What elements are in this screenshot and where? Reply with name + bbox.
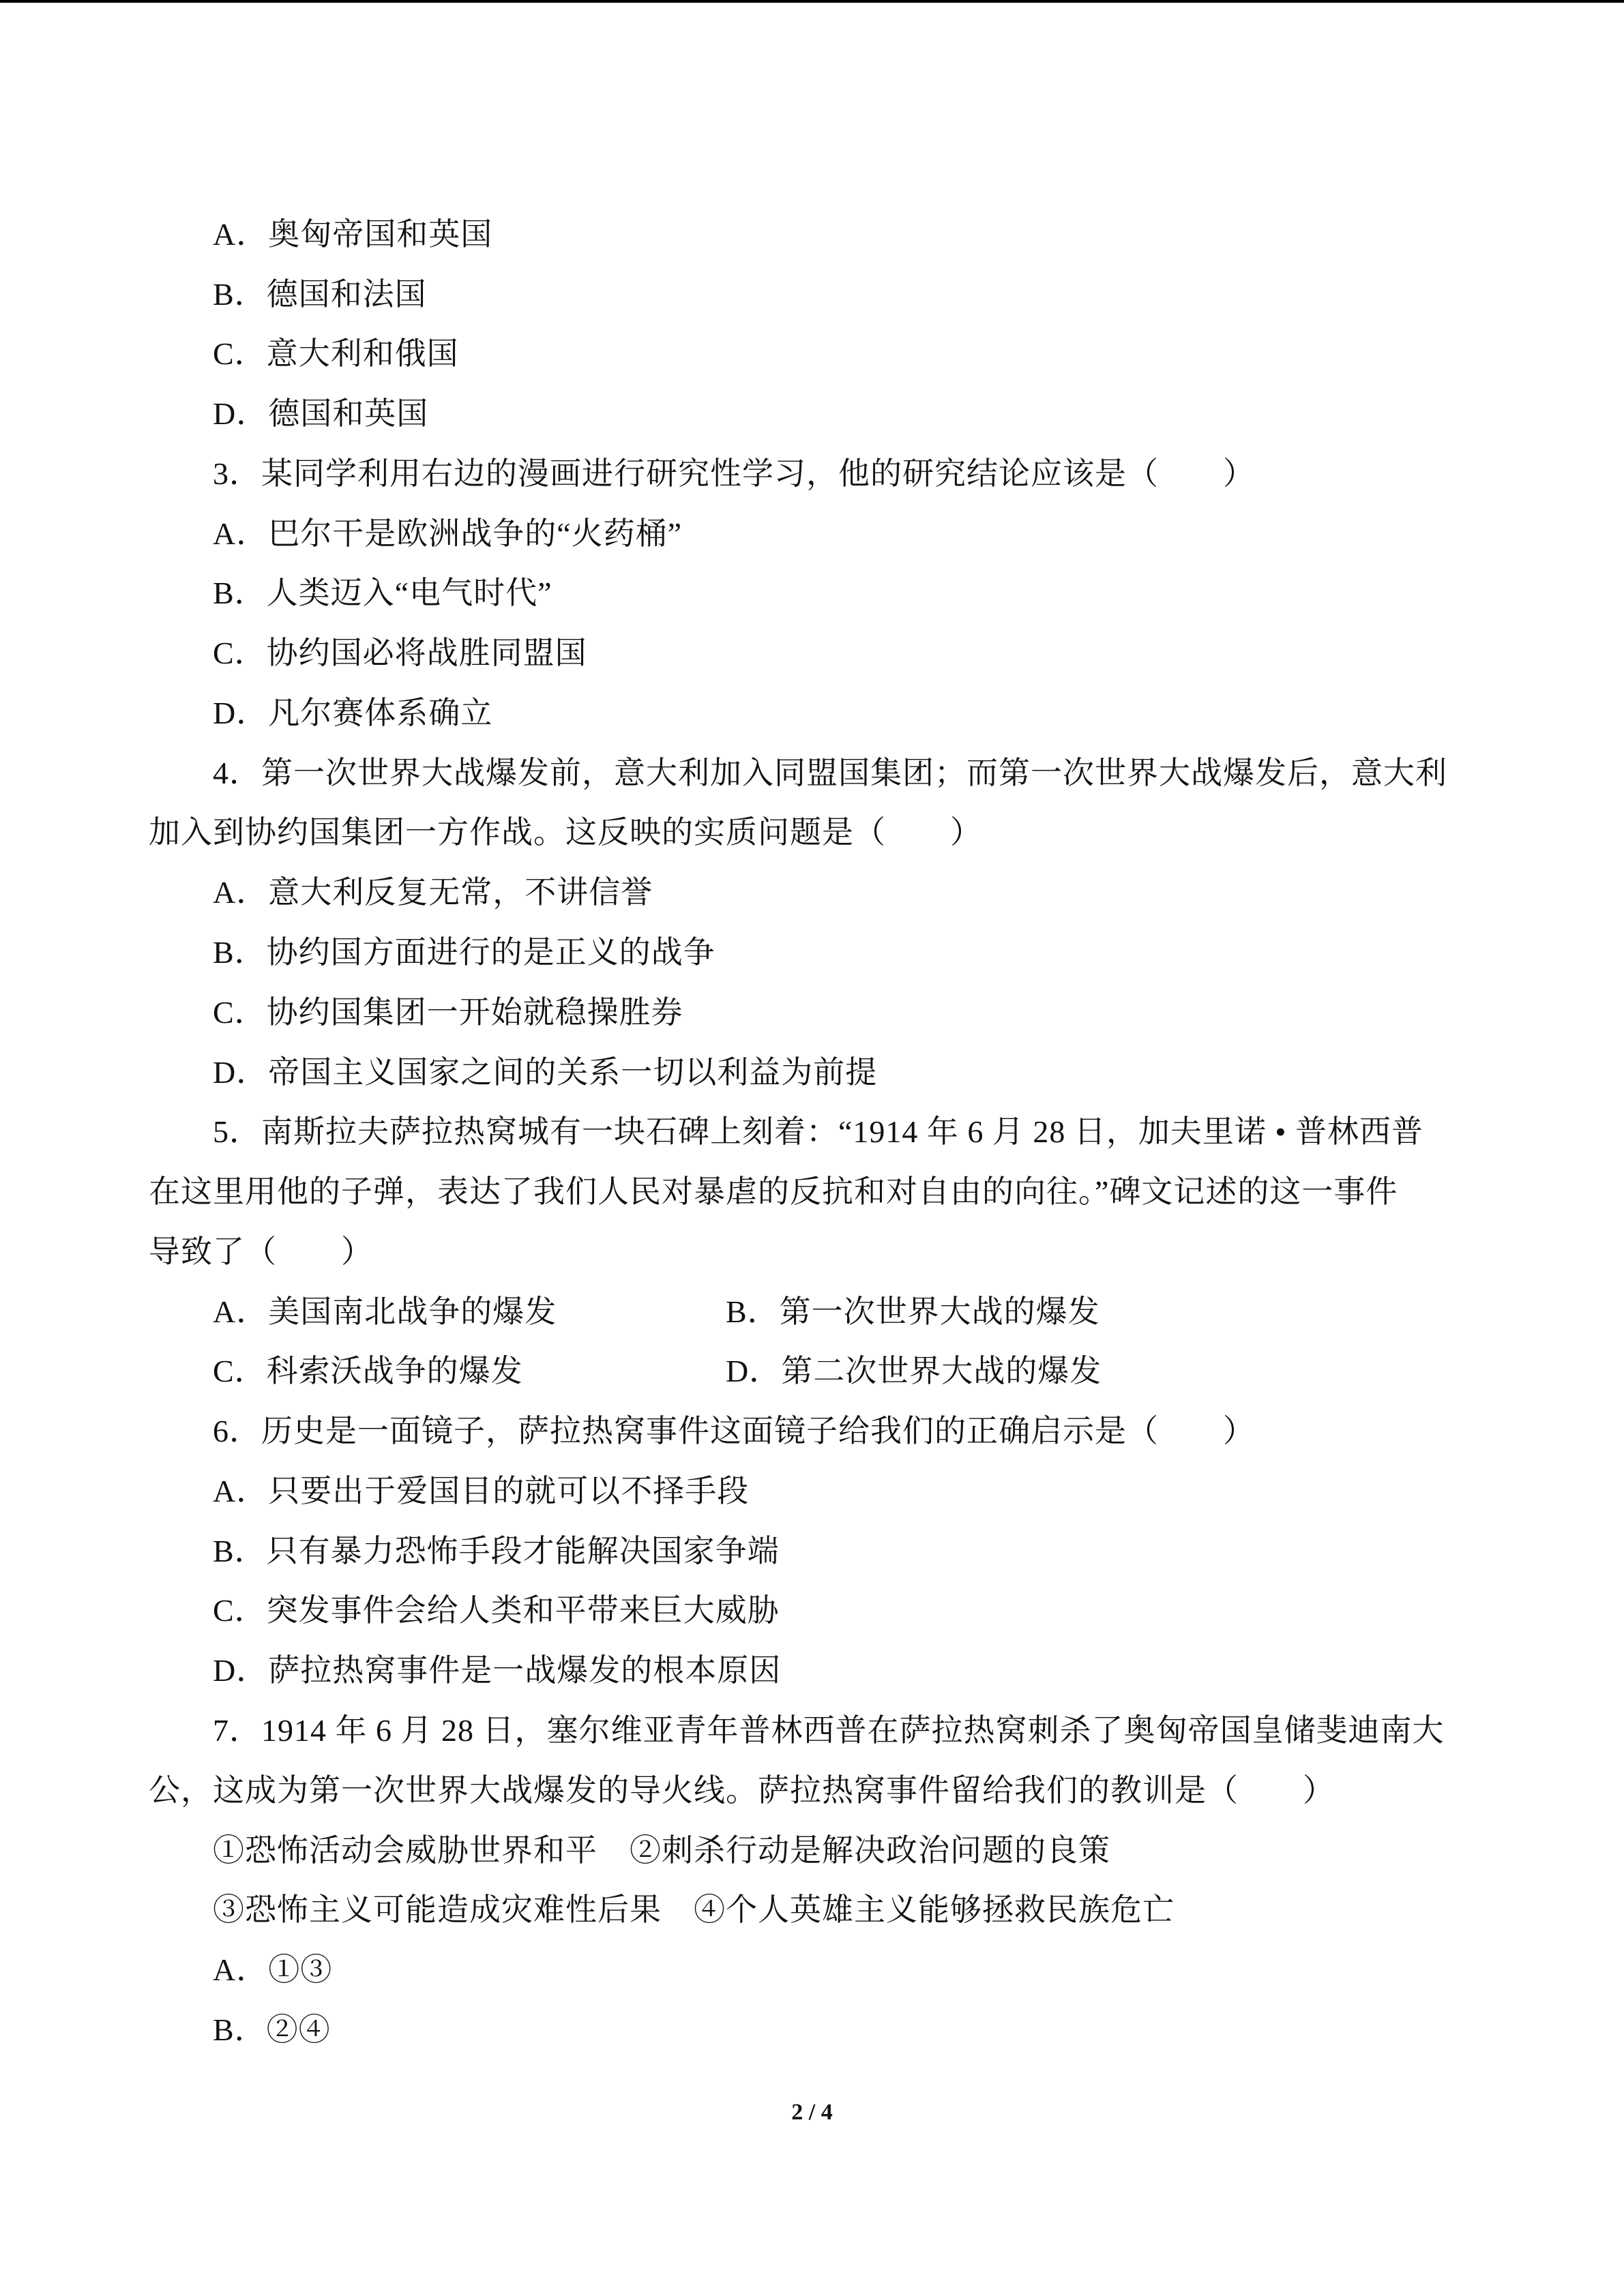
q6-option-d: D．萨拉热窝事件是一战爆发的根本原因 [213,1653,782,1688]
q2-option-b: B．德国和法国 [213,277,427,312]
q6-stem: 6．历史是一面镜子，萨拉热窝事件这面镜子给我们的正确启示是（ ） [213,1414,1255,1448]
q3-option-c: C．协约国必将战胜同盟国 [213,636,587,670]
q7-stem-line1: 7．1914 年 6 月 28 日，塞尔维亚青年普林西普在萨拉热窝刺杀了奥匈帝国皇储斐迪南大 [213,1713,1445,1748]
q2-option-c: C．意大利和俄国 [213,336,459,371]
q5-option-a: A．美国南北战争的爆发 [213,1294,557,1329]
q2-option-a: A．奥匈帝国和英国 [213,217,493,252]
q7-stem-line2: 公，这成为第一次世界大战爆发的导火线。萨拉热窝事件留给我们的教训是（ ） [149,1773,1335,1808]
q7-items-line1: ①恐怖活动会威胁世界和平 ②刺杀行动是解决政治问题的良策 [213,1833,1110,1868]
q7-option-a: A．①③ [213,1952,333,1987]
q7-items-line2: ③恐怖主义可能造成灾难性后果 ④个人英雄主义能够拯救民族危亡 [213,1892,1175,1927]
q4-stem-line1: 4．第一次世界大战爆发前，意大利加入同盟国集团；而第一次世界大战爆发后，意大利 [213,756,1447,790]
q5-stem-line2: 在这里用他的子弹，表达了我们人民对暴虐的反抗和对自由的向往。”碑文记述的这一事件 [149,1174,1398,1209]
q4-option-c: C．协约国集团一开始就稳操胜券 [213,995,683,1030]
q4-option-b: B．协约国方面进行的是正义的战争 [213,935,715,970]
q5-option-c: C．科索沃战争的爆发 [213,1354,523,1388]
q4-option-a: A．意大利反复无常，不讲信誉 [213,875,653,910]
q6-option-c: C．突发事件会给人类和平带来巨大威胁 [213,1593,780,1628]
q6-option-a: A．只要出于爱国目的就可以不择手段 [213,1474,750,1508]
q3-option-b: B．人类迈入“电气时代” [213,576,552,610]
q5-option-b: B．第一次世界大战的爆发 [726,1294,1100,1329]
page-number: 2 / 4 [791,2100,833,2125]
q6-option-b: B．只有暴力恐怖手段才能解决国家争端 [213,1534,780,1568]
q3-option-d: D．凡尔赛体系确立 [213,696,493,730]
q3-stem: 3．某同学利用右边的漫画进行研究性学习，他的研究结论应该是（ ） [213,456,1255,491]
q7-option-b: B．②④ [213,2012,331,2047]
q5-stem-line1: 5．南斯拉夫萨拉热窝城有一块石碑上刻着：“1914 年 6 月 28 日，加夫里诺 • 普林西普 [213,1114,1424,1149]
q3-option-a: A．巴尔干是欧洲战争的“火药桶” [213,516,683,551]
q4-stem-line2: 加入到协约国集团一方作战。这反映的实质问题是（ ） [149,815,982,850]
q5-option-d: D．第二次世界大战的爆发 [726,1354,1102,1388]
q5-stem-line3: 导致了（ ） [149,1234,373,1269]
q2-option-d: D．德国和英国 [213,396,429,431]
q4-option-d: D．帝国主义国家之间的关系一切以利益为前提 [213,1055,878,1090]
